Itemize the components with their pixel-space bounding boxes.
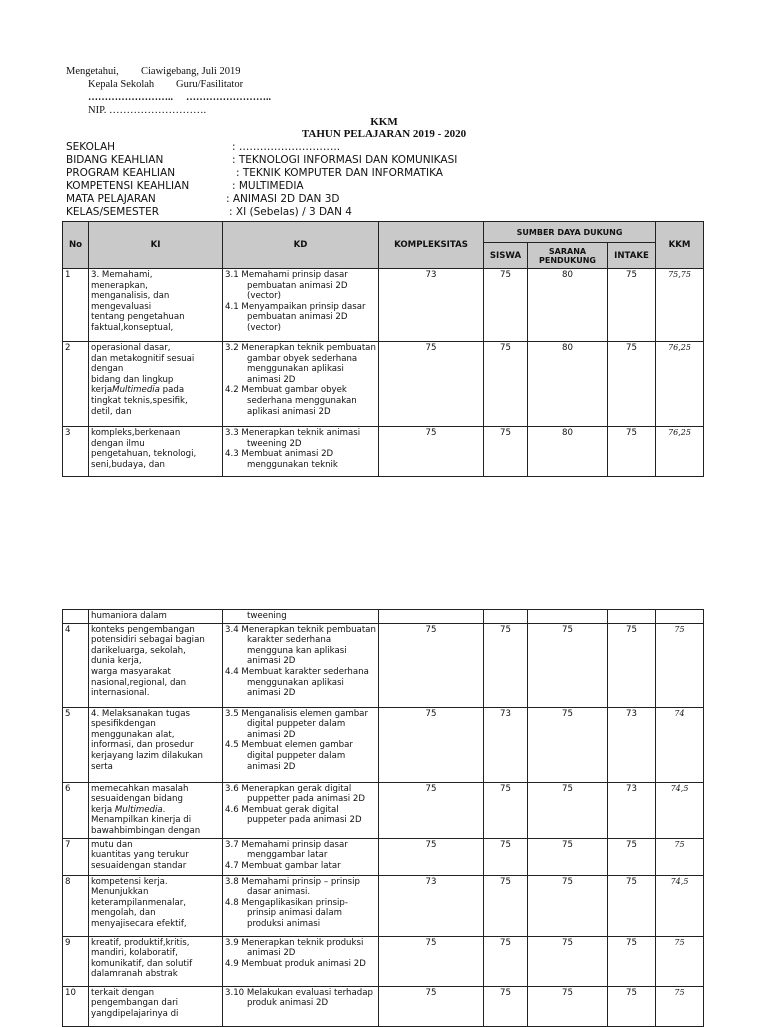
cell-intake: 75 (608, 986, 656, 1026)
cell-kompleksitas: 75 (379, 986, 484, 1026)
kd-item: 3.8 Memahami prinsip – prinsip dasar animasi. (225, 876, 360, 898)
cell-kkm: 75 (656, 986, 704, 1026)
cell-no: 10 (63, 986, 89, 1026)
cell-intake: 75 (608, 875, 656, 936)
ki-line: seni,budaya, dan (91, 459, 165, 470)
signature-dots-2: …………………….. (186, 92, 271, 103)
ki-line: sesuaidengan bidang (91, 794, 183, 805)
cell-intake: 75 (608, 838, 656, 875)
info-value: : TEKNIK KOMPUTER DAN INFORMATIKA (236, 167, 443, 179)
cell-sarana: 75 (528, 875, 608, 936)
kkm-table-page-2 (62, 609, 704, 1027)
kd-item: 4.5 Membuat elemen gambar digital puppeter dalam animasi 2D (225, 740, 353, 772)
cell-intake: 73 (608, 782, 656, 838)
cell-intake: 75 (608, 342, 656, 427)
cell-intake (608, 610, 656, 624)
kd-item: 4.1 Menyampaikan prinsip dasar pembuatan animasi 2D (vector) (225, 301, 366, 333)
ki-line: kerja Multimedia. (91, 804, 166, 815)
ki-line: darikeluarga, sekolah, (91, 645, 186, 656)
ki-line: menganalisis, dan (91, 291, 170, 302)
header-no: No (63, 222, 89, 269)
table-row (63, 838, 704, 875)
info-value: : MULTIMEDIA (232, 180, 304, 192)
cell-kd (223, 838, 379, 875)
signature-dots-1: …………………….. (88, 92, 173, 103)
ki-line: kompleks,berkenaan (91, 428, 181, 438)
ki-line: detil, dan (91, 406, 132, 417)
ki-line: kerjaMultimedia pada (91, 385, 185, 396)
cell-kd (223, 782, 379, 838)
ki-line: dengan (91, 364, 124, 375)
cell-siswa: 75 (484, 936, 528, 986)
header-kkm: KKM (656, 222, 704, 269)
ki-line: keterampilanmenalar, (91, 897, 187, 908)
cell-sarana: 80 (528, 427, 608, 477)
info-label: PROGRAM KEAHLIAN (66, 167, 176, 179)
cell-no: 4 (63, 623, 89, 707)
table-row (63, 875, 704, 936)
cell-kkm (656, 610, 704, 624)
cell-kd (223, 875, 379, 936)
cell-intake: 75 (608, 623, 656, 707)
table-row (63, 427, 704, 477)
kkm-table-page-1 (62, 221, 704, 477)
kd-item: 3.7 Memahami prinsip dasar menggambar latar (225, 839, 348, 861)
cell-sarana: 75 (528, 838, 608, 875)
cell-no: 1 (63, 269, 89, 342)
ki-line: kerjayang lazim dilakukan (91, 750, 203, 761)
cell-no: 5 (63, 707, 89, 782)
cell-siswa: 75 (484, 875, 528, 936)
kd-item: 4.2 Membuat gambar obyek sederhana menggunakan aplikasi animasi 2D (225, 385, 357, 417)
cell-kd (223, 269, 379, 342)
kd-item: 3.6 Menerapkan gerak digital puppetter pada animasi 2D (225, 783, 365, 805)
info-label: KELAS/SEMESTER (66, 206, 159, 218)
ki-line: dengan ilmu (91, 438, 145, 449)
header-sumber-daya-dukung: SUMBER DAYA DUKUNG (484, 222, 656, 243)
cell-no: 7 (63, 838, 89, 875)
ki-line: Menunjukkan (91, 887, 149, 898)
table-row (63, 269, 704, 342)
cell-no (63, 610, 89, 624)
cell-sarana: 75 (528, 707, 608, 782)
info-value: : XI (Sebelas) / 3 DAN 4 (229, 206, 352, 218)
cell-sarana (528, 610, 608, 624)
cell-kkm: 74,5 (656, 782, 704, 838)
cell-kompleksitas: 75 (379, 707, 484, 782)
header-sarana: SARANA PENDUKUNG (528, 243, 608, 269)
document-subtitle: TAHUN PELAJARAN 2019 - 2020 (301, 128, 467, 140)
cell-kkm: 75 (656, 623, 704, 707)
ki-line: tingkat teknis,spesifik, (91, 395, 188, 406)
cell-no: 9 (63, 936, 89, 986)
place-date: Ciawigebang, Juli 2019 (141, 66, 241, 77)
info-label: KOMPETENSI KEAHLIAN (66, 180, 190, 192)
cell-ki: humaniora dalam (89, 610, 223, 624)
ki-line: informasi, dan prosedur (91, 740, 194, 751)
cell-intake: 75 (608, 269, 656, 342)
cell-kkm: 74,5 (656, 875, 704, 936)
kd-item: 3.1 Memahami prinsip dasar pembuatan animasi 2D (vector) (225, 270, 348, 302)
ki-line: yangdipelajarinya di (91, 1008, 179, 1019)
cell-kd (223, 707, 379, 782)
ki-line: menerapkan, (91, 280, 148, 291)
cell-kompleksitas: 75 (379, 623, 484, 707)
cell-kkm: 75 (656, 936, 704, 986)
cell-kkm: 74 (656, 707, 704, 782)
cell-kompleksitas: 75 (379, 427, 484, 477)
ki-line: mandiri, kolaboratif, (91, 948, 178, 959)
cell-intake: 75 (608, 936, 656, 986)
table-row (63, 623, 704, 707)
ki-line: mengolah, dan (91, 908, 156, 919)
ki-line: tentang pengetahuan (91, 312, 185, 323)
kd-item: 4.7 Membuat gambar latar (225, 860, 341, 871)
cell-kompleksitas: 75 (379, 342, 484, 427)
cell-siswa: 75 (484, 342, 528, 427)
cell-kkm: 76,25 (656, 427, 704, 477)
ki-line: 3. Memahami, (91, 270, 153, 280)
cell-ki (89, 936, 223, 986)
table-row (63, 342, 704, 427)
nip-line: NIP. ………………………. (88, 105, 207, 116)
ki-line: kreatif, produktif,kritis, (91, 937, 190, 948)
kd-item: 3.4 Menerapkan teknik pembuatan karakter sederhana mengguna kan aplikasi animasi 2D (225, 624, 376, 667)
cell-intake: 73 (608, 707, 656, 782)
ki-line: menggunakan alat, (91, 729, 175, 740)
cell-kompleksitas: 75 (379, 838, 484, 875)
cell-kompleksitas: 75 (379, 936, 484, 986)
cell-ki (89, 623, 223, 707)
ki-line: kompetensi kerja. (91, 876, 168, 887)
header-siswa: SISWA (484, 243, 528, 269)
cell-ki (89, 986, 223, 1026)
document-title: KKM (370, 116, 398, 128)
ki-line: mutu dan (91, 839, 133, 850)
cell-siswa: 75 (484, 782, 528, 838)
cell-ki (89, 782, 223, 838)
kd-item: 3.9 Menerapkan teknik produksi animasi 2D (225, 937, 364, 959)
ki-line: bidang dan lingkup (91, 374, 174, 385)
cell-kd (223, 427, 379, 477)
ki-line: operasional dasar, (91, 343, 171, 353)
ki-line: faktual,konseptual, (91, 322, 174, 333)
ki-line: spesifikdengan (91, 719, 156, 730)
cell-kd (223, 342, 379, 427)
info-label: MATA PELAJARAN (66, 193, 156, 205)
cell-kd (223, 986, 379, 1026)
kd-item: 3.5 Menganalisis elemen gambar digital puppeter dalam animasi 2D (225, 708, 368, 740)
cell-kd (223, 936, 379, 986)
cell-siswa (484, 610, 528, 624)
kd-item: 3.2 Menerapkan teknik pembuatan gambar obyek sederhana menggunakan aplikasi animasi 2D (225, 343, 376, 385)
table-row (63, 936, 704, 986)
ki-line: kuantitas yang terukur (91, 850, 189, 861)
cell-ki (89, 342, 223, 427)
kd-item: 4.8 Mengaplikasikan prinsip-prinsip animasi dalam produksi animasi (225, 897, 348, 929)
info-value: : TEKNOLOGI INFORMASI DAN KOMUNIKASI (232, 154, 458, 166)
cell-siswa: 73 (484, 707, 528, 782)
kd-item: 4.6 Membuat gerak digital puppeter pada animasi 2D (225, 804, 362, 826)
cell-intake: 75 (608, 427, 656, 477)
ki-line: dunia kerja, (91, 656, 142, 667)
ki-line: serta (91, 761, 113, 772)
ki-line: dan metakognitif sesuai (91, 353, 195, 364)
ki-line: bawahbimbingan dengan (91, 825, 201, 836)
cell-kd: tweening (223, 610, 379, 624)
header-intake: INTAKE (608, 243, 656, 269)
header-ki: KI (89, 222, 223, 269)
cell-kompleksitas (379, 610, 484, 624)
ki-line: nasional,regional, dan (91, 677, 187, 688)
ki-line: menyajisecara efektif, (91, 918, 187, 929)
kd-item: 3.3 Menerapkan teknik animasi tweening 2D (225, 428, 361, 449)
cell-sarana: 75 (528, 936, 608, 986)
ki-line: sesuaidengan standar (91, 860, 187, 871)
info-value: : ANIMASI 2D DAN 3D (226, 193, 340, 205)
ki-line: dalamranah abstrak (91, 969, 178, 980)
kd-item: 4.4 Membuat karakter sederhana menggunakan aplikasi animasi 2D (225, 666, 369, 699)
ki-line: warga masyarakat (91, 666, 171, 677)
info-label: BIDANG KEAHLIAN (66, 154, 164, 166)
table-row (63, 986, 704, 1026)
cell-ki (89, 707, 223, 782)
cell-siswa: 75 (484, 427, 528, 477)
cell-kkm: 75 (656, 838, 704, 875)
ki-line: konteks pengembangan (91, 624, 195, 635)
cell-siswa: 75 (484, 623, 528, 707)
cell-kkm: 75,75 (656, 269, 704, 342)
ki-line: Menampilkan kinerja di (91, 815, 192, 826)
table-row-continuation (63, 610, 704, 624)
cell-ki (89, 269, 223, 342)
ki-line: terkait dengan (91, 987, 155, 998)
cell-no: 6 (63, 782, 89, 838)
cell-ki (89, 427, 223, 477)
info-value: : ……………………….. (232, 141, 341, 153)
header-kompleksitas: KOMPLEKSITAS (379, 222, 484, 269)
ki-line: komunikatif, dan solutif (91, 958, 193, 969)
mengetahui-label: Mengetahui, (66, 66, 119, 77)
cell-ki (89, 838, 223, 875)
table-row (63, 707, 704, 782)
cell-siswa: 75 (484, 838, 528, 875)
cell-no: 3 (63, 427, 89, 477)
kd-item: 3.10 Melakukan evaluasi terhadap produk animasi 2D (225, 987, 373, 1009)
header-kd: KD (223, 222, 379, 269)
cell-siswa: 75 (484, 986, 528, 1026)
cell-no: 2 (63, 342, 89, 427)
cell-kompleksitas: 73 (379, 875, 484, 936)
cell-kompleksitas: 75 (379, 782, 484, 838)
cell-sarana: 75 (528, 782, 608, 838)
ki-line: 4. Melaksanakan tugas (91, 708, 191, 719)
cell-kompleksitas: 73 (379, 269, 484, 342)
cell-sarana: 80 (528, 342, 608, 427)
cell-sarana: 80 (528, 269, 608, 342)
table-row (63, 782, 704, 838)
cell-sarana: 75 (528, 623, 608, 707)
ki-line: pengetahuan, teknologi, (91, 449, 197, 460)
cell-siswa: 75 (484, 269, 528, 342)
guru-fasilitator-label: Guru/Fasilitator (176, 79, 244, 90)
kd-item: 4.3 Membuat animasi 2D menggunakan teknik (225, 449, 338, 470)
ki-line: pengembangan dari (91, 998, 179, 1009)
ki-line: potensidiri sebagai bagian (91, 635, 205, 646)
kepala-sekolah-label: Kepala Sekolah (88, 79, 155, 90)
cell-sarana: 75 (528, 986, 608, 1026)
cell-kkm: 76,25 (656, 342, 704, 427)
ki-line: internasional. (91, 688, 150, 699)
info-label: SEKOLAH (66, 141, 116, 153)
cell-ki (89, 875, 223, 936)
kd-item: 4.9 Membuat produk animasi 2D (225, 958, 366, 969)
ki-line: memecahkan masalah (91, 783, 189, 794)
cell-kd (223, 623, 379, 707)
ki-line: mengevaluasi (91, 301, 152, 312)
cell-no: 8 (63, 875, 89, 936)
